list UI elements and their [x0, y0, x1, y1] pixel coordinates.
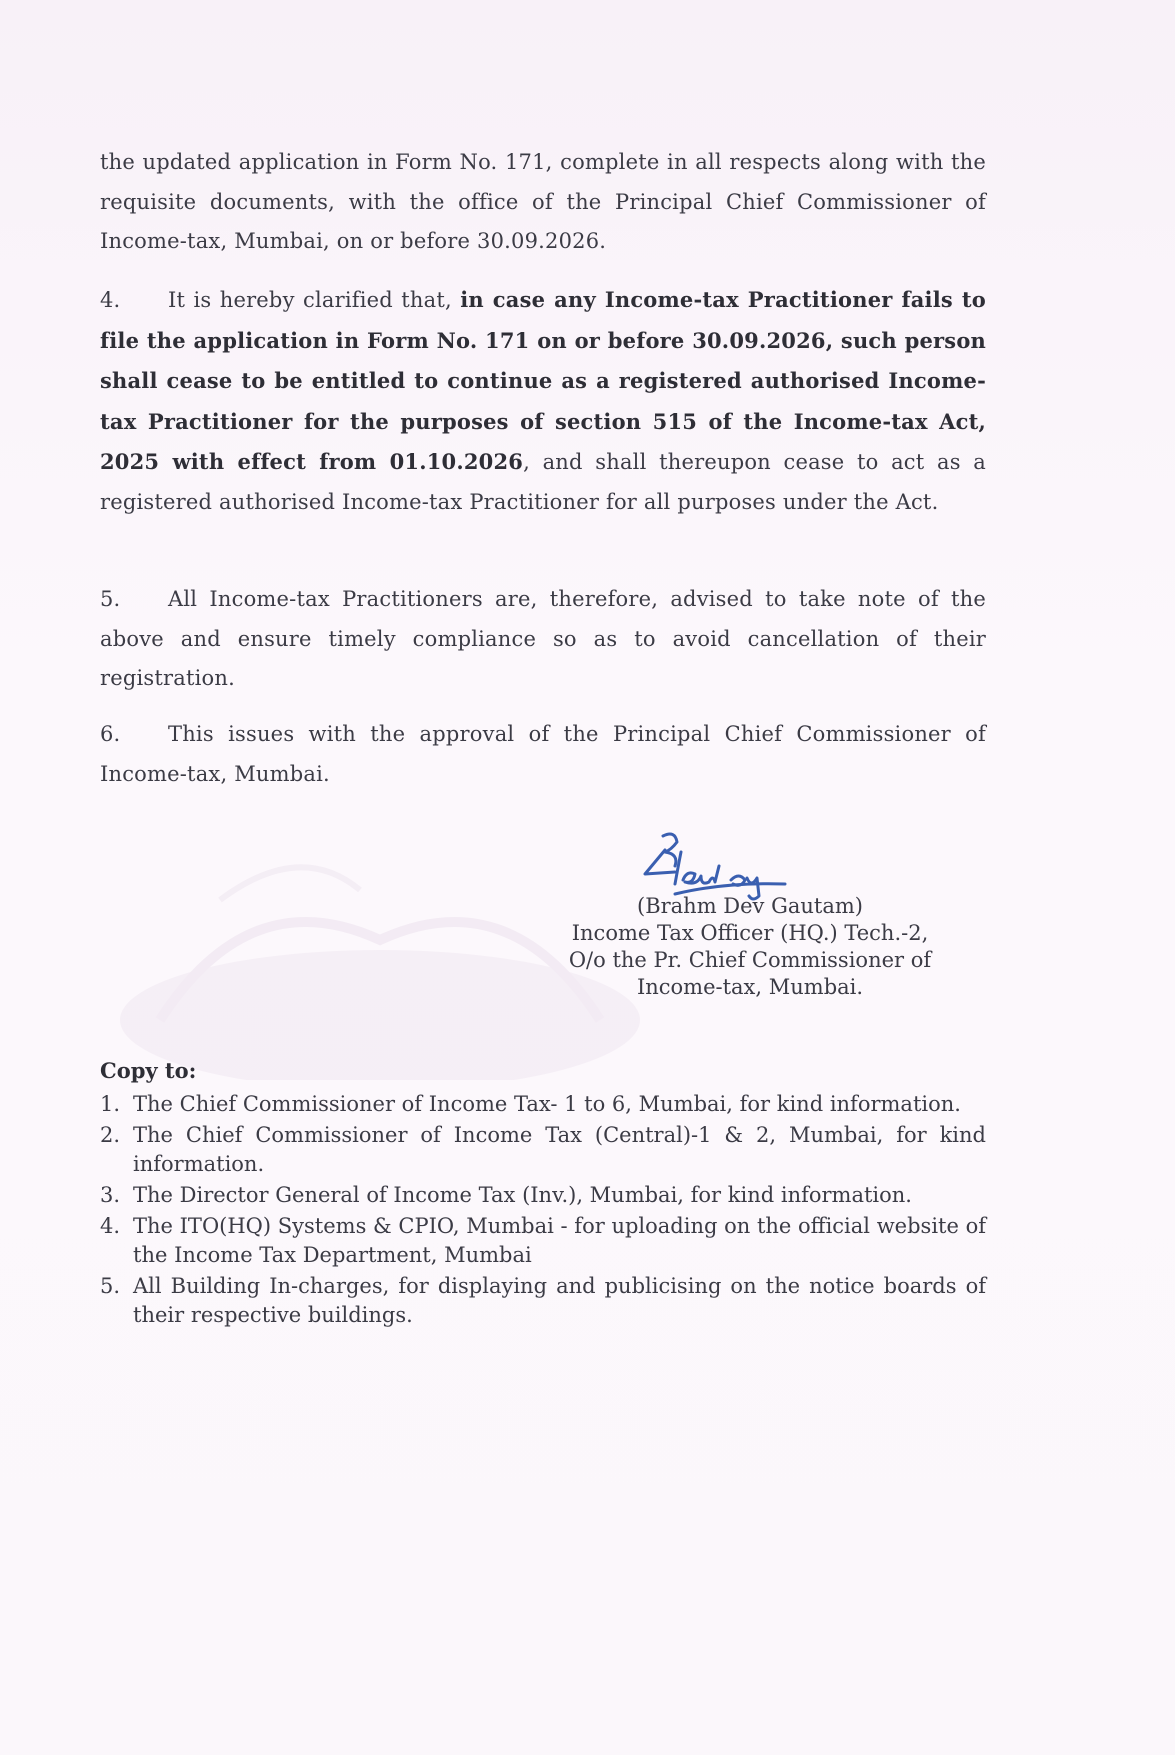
list-item-number: 4.	[100, 1214, 121, 1238]
signatory-name: (Brahm Dev Gautam)	[637, 894, 863, 918]
paragraph-4-lead: It is hereby clarified that,	[168, 288, 461, 312]
list-item	[100, 1181, 986, 1210]
signatory-city: Income-tax, Mumbai.	[636, 975, 864, 999]
paragraph-continuation	[100, 143, 986, 262]
list-item-text: The Chief Commissioner of Income Tax- 1 to 6, Mumbai, for kind information.	[133, 1092, 961, 1116]
paragraph-number: 4.	[100, 288, 121, 312]
list-item-text: The Director General of Income Tax (Inv.), Mumbai, for kind information.	[133, 1183, 912, 1207]
paragraph-6	[100, 715, 986, 794]
list-item-number: 3.	[100, 1183, 121, 1207]
paragraph-5-text: All Income-tax Practitioners are, therefore, advised to take note of the above and ensure timely compliance so as to avoid cancellation of their registration.	[100, 587, 986, 690]
signatory-office: O/o the Pr. Chief Commissioner of	[568, 948, 932, 972]
paragraph-number: 5.	[100, 587, 121, 611]
signatory-designation: Income Tax Officer (HQ.) Tech.-2,	[571, 921, 929, 945]
paragraph-5	[100, 580, 986, 699]
paragraph-4	[100, 280, 986, 522]
paragraph-number: 6.	[100, 722, 121, 746]
list-item	[100, 1090, 986, 1119]
paragraph-4-bold: in case any Income-tax Practitioner fails to file the application in Form No. 171 on or before 30.09.2026, such person shall cease to be entitled to continue as a registered authorised Income-tax Practitioner for the purposes of section 515 of the Income-tax Act, 2025 with effect from 01.10.2026	[100, 287, 986, 474]
list-item-text: The ITO(HQ) Systems & CPIO, Mumbai - for uploading on the official website of the Income Tax Department, Mumbai	[133, 1214, 986, 1267]
copy-to-list	[100, 1090, 986, 1332]
list-item-text: The Chief Commissioner of Income Tax (Central)-1 & 2, Mumbai, for kind information.	[133, 1123, 986, 1176]
list-item-number: 5.	[100, 1274, 121, 1298]
paragraph-4-tail: , and shall thereupon cease to act as a registered authorised Income-tax Practitioner for all purposes under the Act.	[100, 450, 986, 514]
handwritten-signature	[635, 822, 795, 902]
list-item	[100, 1212, 986, 1270]
paragraph-continuation-text: the updated application in Form No. 171, complete in all respects along with the requisite documents, with the office of the Principal Chief Commissioner of Income-tax, Mumbai, on or before 30.09.2026.	[100, 150, 986, 253]
paragraph-6-text: This issues with the approval of the Principal Chief Commissioner of Income-tax, Mumbai.	[100, 722, 986, 786]
signature-block	[520, 893, 980, 1001]
copy-to-heading: Copy to:	[100, 1058, 197, 1083]
list-item	[100, 1272, 986, 1330]
list-item-text: All Building In-charges, for displaying and publicising on the notice boards of their respective buildings.	[133, 1274, 986, 1327]
list-item-number: 1.	[100, 1092, 121, 1116]
list-item-number: 2.	[100, 1123, 121, 1147]
list-item	[100, 1121, 986, 1179]
